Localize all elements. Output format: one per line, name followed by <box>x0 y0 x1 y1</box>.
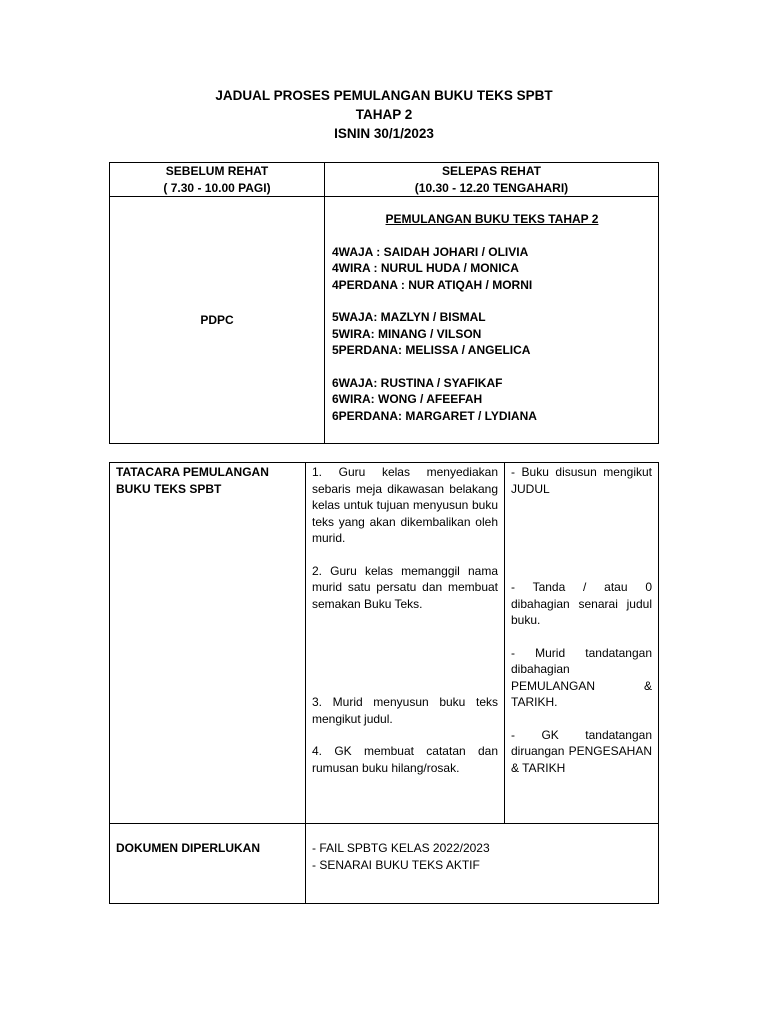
procedure-note: - Buku disusun mengikut JUDUL <box>511 465 652 496</box>
procedure-step: 2. Guru kelas memanggil nama murid satu persatu dan membuat semakan Buku Teks. <box>312 563 498 611</box>
procedure-table <box>109 462 659 904</box>
class-group-5 <box>332 309 652 359</box>
class-assignment: 4WAJA : SAIDAH JOHARI / OLIVIA <box>332 244 529 259</box>
before-break-label: SEBELUM REHAT <box>165 164 269 178</box>
document-title <box>0 86 768 143</box>
class-assignment: 6PERDANA: MARGARET / LYDIANA <box>332 408 537 423</box>
after-break-title: PEMULANGAN BUKU TEKS TAHAP 2 <box>385 212 599 226</box>
class-assignment: 5WIRA: MINANG / VILSON <box>332 326 482 341</box>
after-break-time: (10.30 - 12.20 TENGAHARI) <box>414 180 569 195</box>
procedure-step: 4. GK membuat catatan dan rumusan buku hilang/rosak. <box>312 744 498 775</box>
procedure-notes <box>505 463 659 824</box>
class-assignment: 5WAJA: MAZLYN / BISMAL <box>332 310 486 324</box>
title-line-3: ISNIN 30/1/2023 <box>334 126 434 141</box>
before-break-activity: PDPC <box>110 197 325 444</box>
schedule-table <box>109 162 659 444</box>
procedure-step: 3. Murid menyusun buku teks mengikut judul. <box>312 695 498 726</box>
class-assignment: 4PERDANA : NUR ATIQAH / MORNI <box>332 277 533 292</box>
class-assignment: 6WIRA: WONG / AFEEFAH <box>332 392 483 406</box>
procedure-note: - Murid tandatangan dibahagian PEMULANGAN & TARIKH. <box>511 645 652 709</box>
document-item: - FAIL SPBTG KELAS 2022/2023 <box>312 841 490 855</box>
class-group-6 <box>332 375 652 425</box>
before-break-header <box>110 163 325 197</box>
documents-label: DOKUMEN DIPERLUKAN <box>110 824 306 904</box>
after-break-header <box>325 163 659 197</box>
procedure-label: TATACARA PEMULANGAN BUKU TEKS SPBT <box>110 463 306 824</box>
document-item: - SENARAI BUKU TEKS AKTIF <box>312 857 480 872</box>
procedure-step: 1. Guru kelas menyediakan sebaris meja dikawasan belakang kelas untuk tujuan menyusun buku teks yang akan dikembalikan oleh murid. <box>312 465 498 545</box>
after-break-activity <box>325 197 659 444</box>
class-assignment: 4WIRA : NURUL HUDA / MONICA <box>332 261 519 275</box>
after-break-label: SELEPAS REHAT <box>442 164 541 178</box>
class-assignment: 6WAJA: RUSTINA / SYAFIKAF <box>332 375 503 390</box>
before-break-time: ( 7.30 - 10.00 PAGI) <box>163 180 271 195</box>
title-line-2: TAHAP 2 <box>355 107 413 122</box>
procedure-steps <box>306 463 505 824</box>
documents-list <box>306 824 659 904</box>
procedure-note: - Tanda / atau 0 dibahagian senarai judul buku. <box>511 580 652 627</box>
class-group-4 <box>332 244 652 294</box>
title-line-1: JADUAL PROSES PEMULANGAN BUKU TEKS SPBT <box>215 88 553 103</box>
procedure-note: - GK tandatangan diruangan PENGESAHAN & TARIKH <box>511 727 652 775</box>
class-assignment: 5PERDANA: MELISSA / ANGELICA <box>332 343 531 357</box>
